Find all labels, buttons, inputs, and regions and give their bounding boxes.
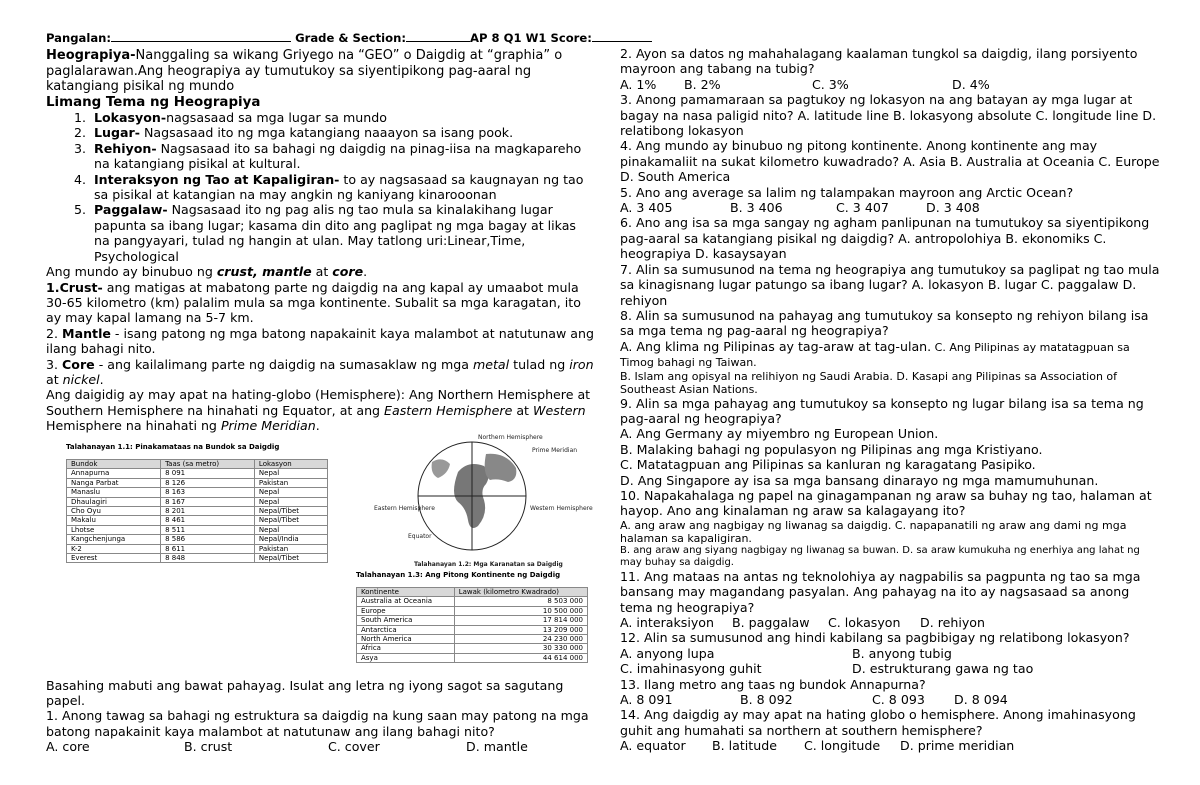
intro-term: Heograpiya- [46,48,136,64]
table-row: Antarctica 13 209 000 [357,625,588,634]
question-4: 4. Ang mundo ay binubuo ng pitong kontinente. Anong kontinente ang may pinakamaliit na sukat kilometro kuwadrado? A. Asia B. Australia at Oceania C. Europe D. South America [620,138,1160,185]
question-6: 6. Ano ang isa sa mga sangay ng agham panlipunan na tumutukoy sa siyentipikong pag-aaral sa katangiang pisikal ng daigdig? A. antropolohiya B. ekonomiks C. heograpiya D. kasaysayan [620,215,1150,262]
figures-area [46,433,594,678]
option[interactable]: B. latitude [712,738,777,754]
table-row: Nanga Parbat 8 126 Pakistan [67,478,328,487]
option[interactable]: B. paggalaw [732,615,810,630]
option[interactable]: B. 2% [684,76,721,92]
option[interactable]: D. 8 094 [954,692,1008,708]
option[interactable]: D. 3 408 [926,200,980,216]
theme-item: 1. Lokasyon-nagsasaad sa mga lugar sa mundo [90,110,594,125]
subject-label: AP 8 Q1 W1 [470,31,547,45]
option[interactable]: A. 1% [620,76,657,92]
themes-list [46,110,594,264]
right-column [620,46,1160,754]
question-2: 2. Ayon sa datos ng mahahalagang kaalaman tungkol sa daigdig, ilang porsiyento mayroon ang tabang na tubig? [620,46,1138,77]
question-12-options-ab [620,646,1160,661]
table-header: Lawak (kilometro Kwadrado) [454,587,587,596]
table-row: North America 24 230 000 [357,635,588,644]
option[interactable]: A. 3 405 [620,200,673,216]
hemisphere-paragraph: Ang daigidig ay may apat na hating-globo (Hemisphere): Ang Northern Hemisphere at Southern Hemisphere na hinahati ng Equator, at ang Eastern Hemisphere at Western Hemisphere na hinahati ng Prime Meridian. [46,387,591,434]
layer-mantle: 2. Mantle - isang patong ng mga batong napakainit kaya malambot at natutunaw ang ilang bahagi nito. [46,325,594,357]
question-11: 11. Ang mataas na antas ng teknolohiya ay nagpabilis sa pagpunta ng tao sa mga bansang may magandang pasyalan. Ang pahayag na ito ay nagsasaad sa anong tema ng heograpiya? [620,568,1141,615]
grade-blank[interactable] [406,30,470,42]
question-11-options [620,615,1160,630]
option[interactable]: B. 3 406 [730,200,783,216]
table-header: Kontinente [357,587,455,596]
option[interactable]: A. equator [620,738,686,754]
option[interactable]: D. mantle [466,739,528,755]
layer-crust: 1.Crust- ang matigas at mabatong parte ng daigdig na ang kapal ay umaabot mula 30-65 kilometro (km) palalim mula sa mga kontinente. Subalit sa mga karagatan, ito ay may kapal lamang na 5-7 km. [46,279,581,326]
table-row: Dhaulagiri 8 167 Nepal [67,497,328,506]
question-2-options [620,77,1160,92]
option[interactable]: D. estrukturang gawa ng tao [852,661,1034,677]
table-row: Everest 8 848 Nepal/Tibet [67,554,328,563]
table-header: Lokasyon [254,459,327,468]
option[interactable]: A. interaksiyon [620,615,714,630]
question-8-options-ac: A. Ang klima ng Pilipinas ay tag-araw at tag-ulan. C. Ang Pilipinas ay matatagpuan sa Timog bahagi ng Taiwan. [620,338,1130,370]
name-label: Pangalan: [46,31,112,45]
option[interactable]: C. Matatagpuan ang Pilipinas sa kanluran ng karagatang Pasipiko. [620,457,1036,473]
themes-title: Limang Tema ng Heograpiya [46,94,261,110]
table-row: Manaslu 8 163 Nepal [67,488,328,497]
question-13: 13. Ilang metro ang taas ng bundok Annapurna? [620,676,926,692]
east-label: Eastern Hemisphere [374,504,435,512]
table-row: Europe 10 500 000 [357,606,588,615]
globe-figure [354,432,594,570]
question-1: 1. Anong tawag sa bahagi ng estruktura sa daigdig na kung saan may patong na mga batong napakainit kaya malambot at natutunaw ang ilang bahagi nito? [46,708,589,739]
globe-caption: Talahanayan 1.2: Mga Karanatan sa Daigdig [414,560,563,568]
table-row: Lhotse 8 511 Nepal [67,525,328,534]
option[interactable]: D. rehiyon [920,615,985,630]
left-column [46,30,594,755]
mountain-table-caption: Talahanayan 1.1: Pinakamataas na Bundok sa Daigdig [66,442,280,451]
intro-text: Nanggaling sa wikang Griyego na “GEO” o Daigdig at “graphia” o paglalarawan.Ang heograpiya ay tumutukoy sa siyentipikong pag-aaral ng katangiang pisikal ng mundo [46,48,563,95]
question-14: 14. Ang daigdig ay may apat na hating globo o hemisphere. Anong imahinasyong guhit ang humahati sa northern at southern hemisphere? [620,707,1136,738]
table-row: Africa 30 330 000 [357,644,588,653]
option[interactable]: C. cover [328,739,380,755]
option[interactable]: C. 8 093 [872,692,925,708]
question-8: 8. Alin sa sumusunod na pahayag ang tumutukoy sa konsepto ng rehiyon bilang isa sa mga tema ng pag-aaral ng heograpiya? [620,307,1149,339]
option[interactable]: B. Malaking bahagi ng populasyon ng Pilipinas ang mga Kristiyano. [620,441,1043,457]
table-row: K-2 8 611 Pakistan [67,544,328,553]
table-row: Annapurna 8 091 Nepal [67,469,328,478]
question-12-options-cd [620,661,1160,676]
option[interactable]: D. Ang Singapore ay isa sa mga bansang dinarayo ng mga mamumuhunan. [620,472,1099,488]
table-header: Taas (sa metro) [161,459,255,468]
option[interactable]: C. 3 407 [836,200,889,216]
instructions: Basahing mabuti ang bawat pahayag. Isulat ang letra ng iyong sagot sa sagutang papel. [46,677,564,708]
asia-landmass [485,453,517,481]
table-row: Cho Oyu 8 201 Nepal/Tibet [67,507,328,516]
question-13-options [620,692,1160,707]
option[interactable]: B. crust [184,739,233,755]
question-5: 5. Ano ang average sa lalim ng talampakan mayroon ang Arctic Ocean? [620,184,1074,200]
option[interactable]: D. 4% [952,76,990,92]
continent-table-figure [356,568,588,664]
header-line [46,30,594,46]
question-14-options [620,738,1160,753]
option[interactable]: C. lokasyon [828,615,901,630]
mountain-table [66,459,328,563]
option[interactable]: B. 8 092 [740,692,793,708]
layer-core: 3. Core - ang kailalimang parte ng daigdig na sumasaklaw ng mga metal tulad ng iron at nickel. [46,356,594,387]
table-row: Kangchenjunga 8 586 Nepal/India [67,535,328,544]
theme-item: 4. Interaksyon ng Tao at Kapaligiran- to ay nagsasaad sa kaugnayan ng tao sa pisikal at katangian na may angkin ng kaniyang kinarooonan [90,172,594,203]
question-12: 12. Alin sa sumusunod ang hindi kabilang sa pagbibigay ng relatibong lokasyon? [620,630,1130,646]
table-row: Australia at Oceania 8 503 000 [357,597,588,606]
theme-item: 3. Rehiyon- Nagsasaad ito sa bahagi ng daigdig na pinag-iisa na magkapareho na katangiang pisikal at kultural. [90,141,594,172]
question-7: 7. Alin sa sumusunod na tema ng heograpiya ang tumutukoy sa paglipat ng tao mula sa kinagisnang lugar patungo sa ibang lugar? A. lokasyon B. lugar C. paggalaw D. rehiyon [620,261,1160,308]
option[interactable]: C. 3% [812,76,849,92]
option[interactable]: A. anyong lupa [620,645,715,661]
option[interactable]: D. prime meridian [900,738,1015,754]
table-row: Makalu 8 461 Nepal/Tibet [67,516,328,525]
intro-paragraph [46,48,594,94]
prime-label: Prime Meridian [532,446,578,454]
option[interactable]: A. core [46,739,90,755]
name-blank[interactable] [111,30,291,42]
theme-item: 5. Paggalaw- Nagsasaad ito ng pag alis ng tao mula sa kinalakihang lugar papunta sa ibang lugar; kasama din dito ang paglipat ng mga bagay at likas na pangyayari, tulad ng hangin at ulan. May tatlong uri:Linear,Time, Psychological [90,202,594,264]
option[interactable]: A. 8 091 [620,692,673,708]
equator-label: Equator [408,532,432,540]
option[interactable]: C. longitude [804,738,881,754]
score-label: Score: [550,31,592,45]
mountain-table-figure [66,440,338,564]
west-label: Western Hemisphere [530,504,593,512]
question-10: 10. Napakahalaga ng papel na ginagampanan ng araw sa buhay ng tao, halaman at hayop. Ano ang kinalaman ng araw sa kalagayang ito? [620,487,1152,519]
option[interactable]: A. Ang Germany ay miyembro ng European Union. [620,426,939,442]
continent-table [356,587,588,663]
question-10-options-bd: B. ang araw ang siyang nagbigay ng liwanag sa buwan. D. sa araw kumukuha ng enerhiya ang lahat ng may buhay sa daigdig. [620,544,1140,568]
table-header: Bundok [67,459,161,468]
theme-item: 2. Lugar- Nagsasaad ito ng mga katangiang naaayon sa isang pook. [90,125,594,140]
table-row: Asya 44 614 000 [357,653,588,662]
layers-intro: Ang mundo ay binubuo ng crust, mantle at core. [46,264,368,280]
grade-label: Grade & Section: [295,31,406,45]
table-row: South America 17 814 000 [357,616,588,625]
question-3: 3. Anong pamamaraan sa pagtukoy ng lokasyon na ang batayan ay mga lugar at bagay na nasa paligid nito? A. latitude line B. lokasyong absolute C. longitude line D. relatibong lokasyon [620,92,1157,139]
question-9: 9. Alin sa mga pahayag ang tumutukoy sa konsepto ng lugar bilang isa sa tema ng pag-aaral ng heograpiya? [620,395,1144,426]
score-blank[interactable] [592,30,652,42]
question-8-options-bd: B. Islam ang opisyal na relihiyon ng Saudi Arabia. D. Kasapi ang Pilipinas sa Association of Southeast Asian Nations. [620,369,1118,396]
question-5-options [620,200,1160,215]
option[interactable]: B. anyong tubig [852,645,952,661]
continent-table-caption: Talahanayan 1.3: Ang Pitong Kontinente ng Daigdig [356,570,561,579]
question-10-options-ac: A. ang araw ang nagbigay ng liwanag sa daigdig. C. napapanatili ng araw ang dami ng mga halaman sa kapaligiran. [620,518,1127,545]
north-label: Northern Hemisphere [478,433,543,441]
option[interactable]: C. imahinasyong guhit [620,661,762,677]
question-1-options [46,739,594,754]
